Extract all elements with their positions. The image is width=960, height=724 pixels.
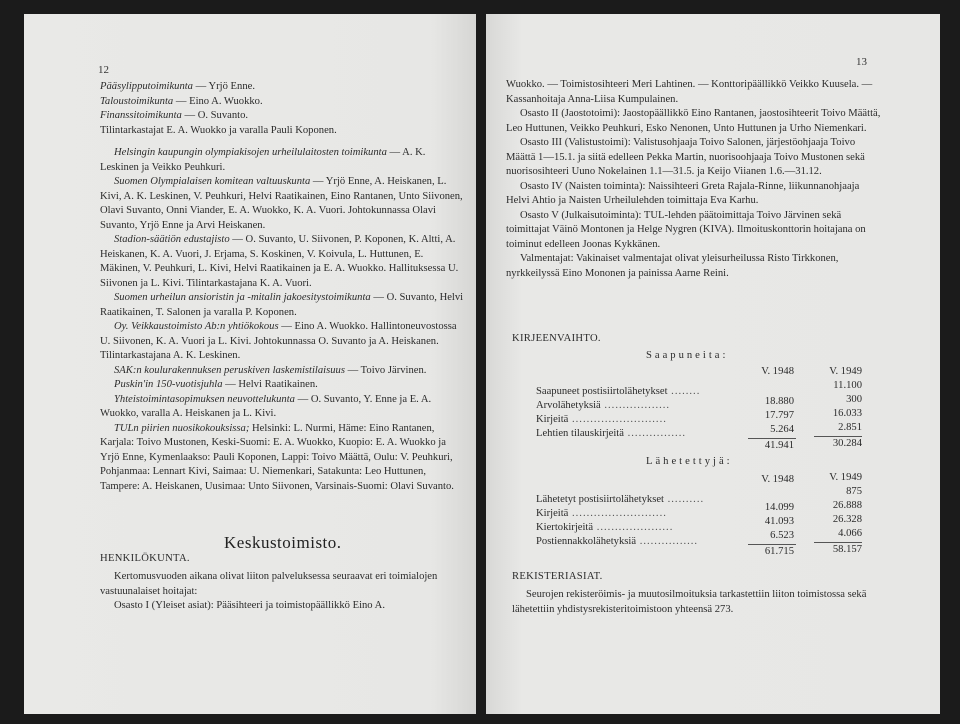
page-number-left: 12 <box>98 64 109 76</box>
paragraph-osasto-2: Osasto II (Jaostotoimi): Jaostopäällikkö Eino Rantanen, jaostosihteerit Toivo Määttä, Leo Huttunen, Veikko Peuhkuri, Esko Nenonen, Unto Huttunen ja Urho Niemenkari. <box>506 108 881 134</box>
table-cell: 26.888 <box>832 500 862 511</box>
sum-line <box>814 542 862 543</box>
sent-col-1948: V. 1948 <box>761 474 794 485</box>
table-row: Kirjeitä .......................... <box>536 508 667 519</box>
received-total-1948: 41.941 <box>764 440 794 451</box>
paragraph-veikkaus: Oy. Veikkaustoimisto Ab:n yhtiökokous — Eino A. Wuokko. Hallintoneuvostossa U. Siivonen, K. A. Vuori ja L. Kivi. Johtokunnassa O. Suvanto ja A. Heiskanen. Tilintarkastajana A. K. Leskinen. <box>100 321 457 361</box>
paragraph-osasto-4: Osasto IV (Naisten toiminta): Naissihteeri Greta Rajala-Rinne, liikunnanohjaaja Helvi Ahtio ja Naisten Urheilulehden toimittaja Eva Karhu. <box>506 180 860 206</box>
paragraph-ansioristi: Suomen urheilun ansioristin ja -mitalin jakoesitystoimikunta — O. Suvanto, Helvi Raatikainen, T. Salonen ja varalla P. Koponen. <box>100 292 464 318</box>
table-cell: 2.851 <box>838 422 862 433</box>
paragraph-yhteistoiminta: Yhteistoimintasopimuksen neuvottelukunta — O. Suvanto, Y. Enne ja E. A. Wuokko, varalla A. Heiskanen ja L. Kivi. <box>100 393 432 419</box>
table-cell: 14.099 <box>764 502 794 513</box>
sent-total-1948: 61.715 <box>764 546 794 557</box>
paragraph-helsinki: Helsingin kaupungin olympiakisojen urheilulaitosten toimikunta — A. K. Leskinen ja Veikko Peuhkuri. <box>100 147 426 173</box>
registry-paragraph: Seurojen rekisteröimis- ja muutosilmoituksia tarkastettiin liiton toimistossa sekä lähetettiin yhdistysrekisteritoimistoon yhteensä 273. <box>512 589 867 615</box>
sent-caption: Lähetettyjä: <box>646 456 733 467</box>
table-row: Postiennakkolähetyksiä ................ <box>536 536 699 547</box>
sent-col-1949: V. 1949 <box>829 472 862 483</box>
table-cell: 11.100 <box>833 380 862 391</box>
staff-heading: HENKILÖKUNTA. <box>100 553 190 564</box>
sent-total-1949: 58.157 <box>832 544 862 555</box>
paragraph-sak: SAK:n koulurakennuksen peruskiven laskemistilaisuus — Toivo Järvinen. <box>114 364 427 376</box>
table-row: Kirjeitä .......................... <box>536 414 667 425</box>
registry-text <box>512 588 882 617</box>
table-cell: 6.523 <box>770 530 794 541</box>
table-cell: 41.093 <box>764 516 794 527</box>
right-page <box>486 14 940 714</box>
auditors-line: Tilintarkastajat E. A. Wuokko ja varalla Pauli Koponen. <box>100 124 337 136</box>
paragraph-puskin: Puskin'in 150-vuotisjuhla — Helvi Raatikainen. <box>114 379 318 390</box>
sum-line <box>748 544 796 545</box>
table-row: Lähetetyt postisiirtolähetykset .......... <box>536 494 705 505</box>
left-page <box>24 14 476 714</box>
staff-osasto-1: Osasto I (Yleiset asiat): Pääsihteeri ja toimistopäällikkö Eino A. <box>114 600 385 611</box>
official-line: Pääsylipputoimikunta — Yrjö Enne. <box>100 81 255 92</box>
paragraph-osasto-5: Osasto V (Julkaisutoiminta): TUL-lehden päätoimittaja Toivo Järvinen sekä toimittajat Väinö Montonen ja Helge Nygren (KIVA). Ilmoituskonttorin hoitajana on toiminut edelleen Joonas Kykkänen. <box>506 209 866 250</box>
table-row: Kiertokirjeitä ..................... <box>536 522 674 533</box>
paragraph-sok: Suomen Olympialaisen komitean valtuuskunta — Yrjö Enne, A. Heiskanen, L. Kivi, A. K. Leskinen, V. Peuhkuri, Helvi Raatikainen, Eino Rantanen, Unto Siivonen, Olavi Suvanto, Onni Viander, E. A. Wuokko, K. A. Vuori. Johtokunnassa Olavi Suvanto, Yrjö Enne ja Arvi Heiskanen. <box>100 176 463 231</box>
table-cell: 26.328 <box>832 514 862 525</box>
received-total-1949: 30.284 <box>832 438 862 449</box>
table-row: Saapuneet postisiirtolähetykset ........ <box>536 386 701 397</box>
paragraph-osasto-3: Osasto III (Valistustoimi): Valistusohjaaja Toivo Salonen, järjestöohjaaja Toivo Määttä 1—15.1. ja siitä edelleen Pekka Martin, nuorisoohjaaja Toivo Mustonen sekä nuorisosihteeri Uuno Nokelainen 1.1—31.5. ja Keijo Viianen 1.6.—31.12. <box>506 137 865 177</box>
paragraph-wuokko: Wuokko. — Toimistosihteeri Meri Lahtinen. — Konttoripäällikkö Veikko Kuusela. — Kassanhoitaja Anna-Liisa Kumpulainen. <box>506 79 873 105</box>
registry-heading: REKISTERIASIAT. <box>512 571 603 582</box>
staff-intro: Kertomusvuoden aikana olivat liiton palveluksessa seuraavat eri toimialojen vastuunalaiset hoitajat: <box>100 571 438 597</box>
received-col-1949: V. 1949 <box>829 366 862 377</box>
table-cell: 4.066 <box>838 528 862 539</box>
table-cell: 18.880 <box>764 396 794 407</box>
kirjeenvaihto-heading: KIRJEENVAIHTO. <box>512 333 601 344</box>
table-cell: 16.033 <box>832 408 862 419</box>
paragraph-stadion: Stadion-säätiön edustajisto — O. Suvanto, U. Siivonen, P. Koponen, K. Altti, A. Heiskanen, K. A. Vuori, J. Erjama, S. Koskinen, V. Koivula, L. Huttunen, E. Mäkinen, V. Peuhkuri, L. Kivi, Helvi Raatikainen ja E. A. Wuokko. Hallituksessa U. Siivonen ja L. Kivi. Tilintarkastajana K. A. Vuori. <box>100 234 459 289</box>
left-text-column <box>100 80 464 494</box>
table-cell: 300 <box>846 394 862 405</box>
table-row: Lehtien tilauskirjeitä ................ <box>536 428 686 439</box>
received-caption: Saapuneita: <box>646 350 729 361</box>
table-cell: 5.264 <box>770 424 794 435</box>
paragraph-tul-piirit: TULn piirien nuosikokouksissa; Helsinki: L. Nurmi, Häme: Eino Rantanen, Karjala: Toivo Mustonen, Keski-Suomi: E. A. Wuokko, Kuopio: E. A. Wuokko ja Yrjö Enne, Kymenlaakso: Pauli Koponen, Lappi: Toivo Määttä, Oulu: V. Peuhkuri, Pohjanmaa: Lennart Kivi, Saimaa: U. Niemenkari, Satakunta: Leo Huttunen, Tampere: A. Heiskanen, Uusimaa: Unto Siivonen, Varsinais-Suomi: Olavi Suvanto. <box>100 422 454 492</box>
table-row: Arvolähetyksiä .................. <box>536 400 671 411</box>
table-cell: 875 <box>846 486 862 497</box>
staff-text <box>100 570 464 614</box>
section-title: Keskustoimisto. <box>224 533 342 552</box>
official-line: Finanssitoimikunta — O. Suvanto. <box>100 110 249 121</box>
table-cell: 17.797 <box>764 410 794 421</box>
paragraph-valmentajat: Valmentajat: Vakinaiset valmentajat olivat yleisurheilussa Risto Tirkkonen, nyrkkeilyssä Eino Mononen ja painissa Aarne Reini. <box>506 253 839 279</box>
page-number-right: 13 <box>856 56 867 68</box>
received-col-1948: V. 1948 <box>761 366 794 377</box>
official-line: Taloustoimikunta — Eino A. Wuokko. <box>100 95 263 107</box>
